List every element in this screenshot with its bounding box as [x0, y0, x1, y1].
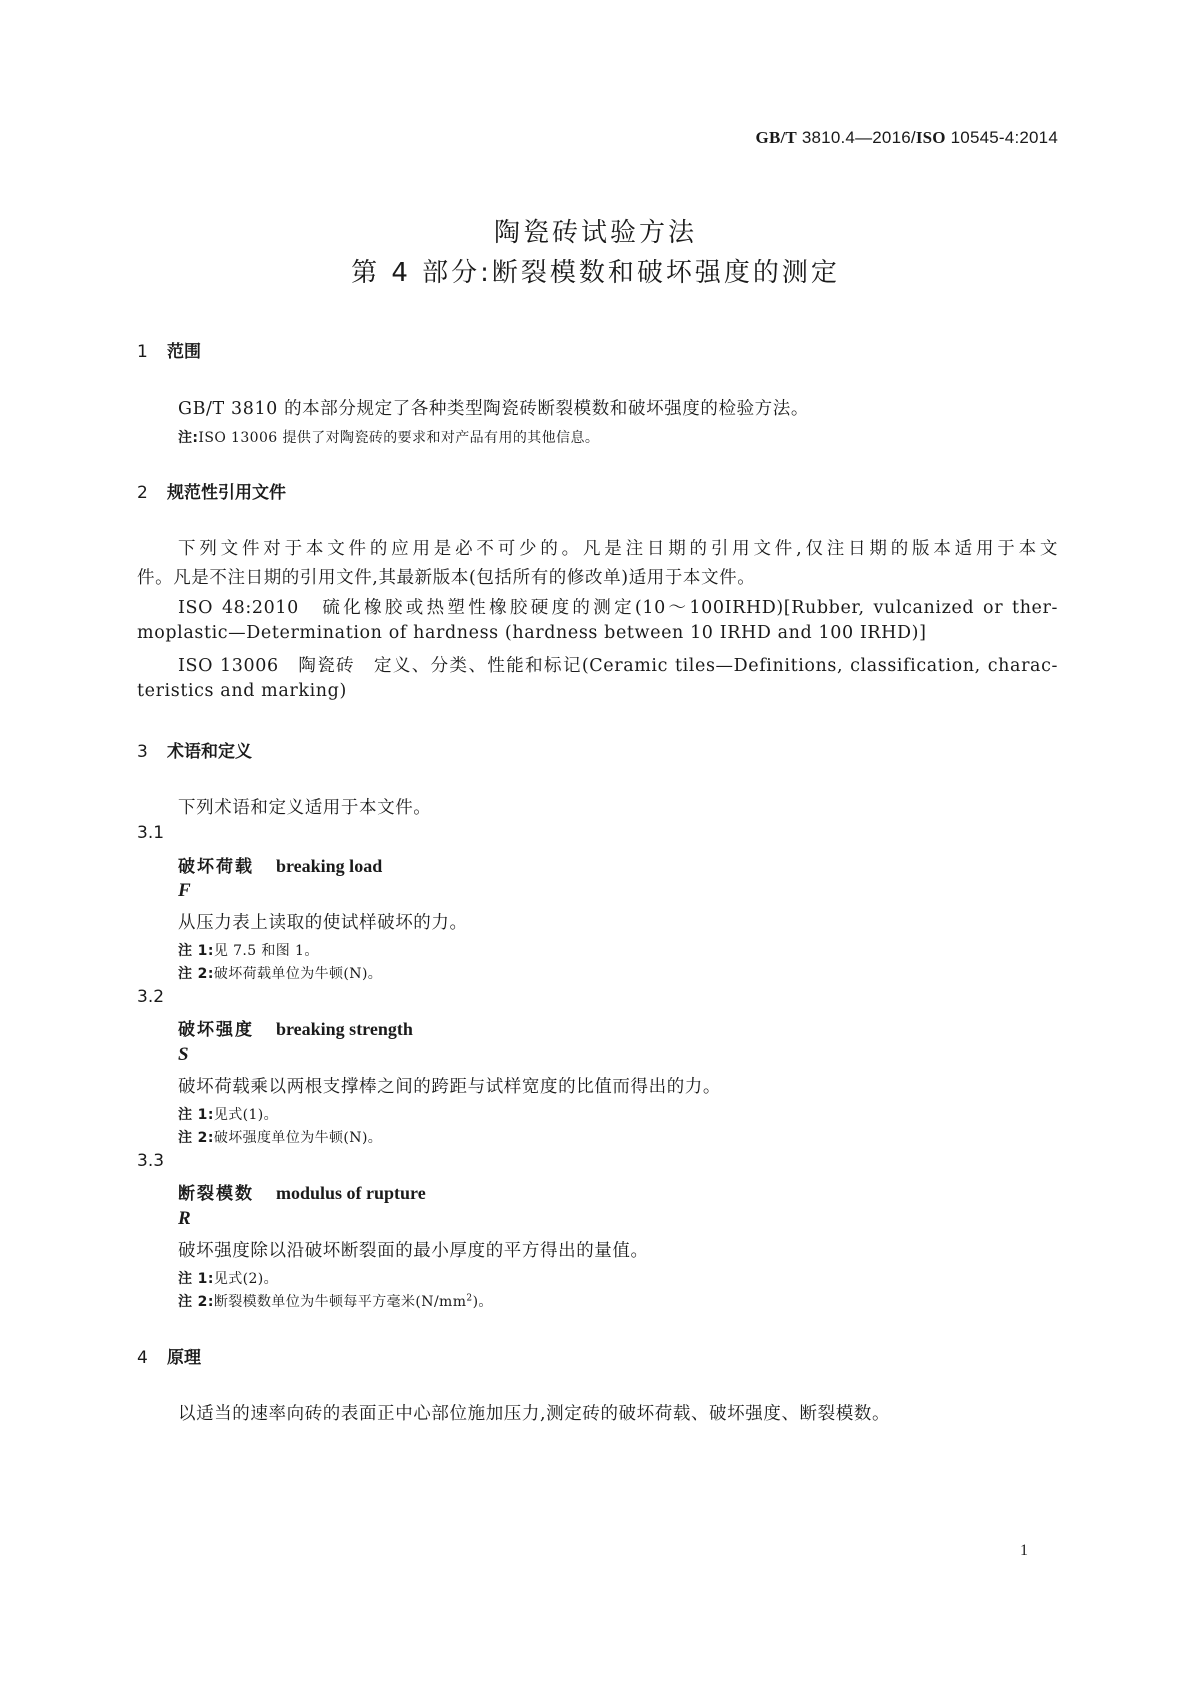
term-3-1-note-2: 注 2:破坏荷载单位为牛顿(N)。 — [178, 966, 383, 982]
term-3-3-name: 断裂模数 modulus of rupture — [178, 1183, 426, 1204]
section-1-paragraph: GB/T 3810 的本部分规定了各种类型陶瓷砖断裂模数和破坏强度的检验方法。 — [178, 399, 809, 419]
section-3-intro: 下列术语和定义适用于本文件。 — [178, 798, 432, 818]
term-3-3-symbol: R — [178, 1208, 191, 1229]
term-3-3-number: 3.3 — [137, 1151, 165, 1171]
section-2-heading: 2 规范性引用文件 — [137, 483, 286, 503]
term-3-1-symbol: F — [178, 880, 191, 901]
term-3-1-note-1: 注 1:见 7.5 和图 1。 — [178, 943, 319, 959]
reference-iso-13006-line2: teristics and marking) — [137, 681, 347, 701]
term-3-1-name: 破坏荷载 breaking load — [178, 856, 383, 877]
document-title-line1: 陶瓷砖试验方法 — [493, 218, 697, 248]
term-3-1-definition: 从压力表上读取的使试样破坏的力。 — [178, 913, 468, 933]
section-1-heading: 1 范围 — [137, 342, 201, 362]
term-3-2-symbol: S — [178, 1044, 189, 1065]
section-4-heading: 4 原理 — [137, 1348, 201, 1368]
section-4-paragraph: 以适当的速率向砖的表面正中心部位施加压力,测定砖的破坏荷载、破坏强度、断裂模数。 — [178, 1404, 891, 1424]
reference-iso-13006-line1: ISO 13006 陶瓷砖 定义、分类、性能和标记(Ceramic tiles—Definitions, classification, charac- — [178, 656, 1058, 676]
section-1-note: 注:ISO 13006 提供了对陶瓷砖的要求和对产品有用的其他信息。 — [178, 430, 600, 446]
term-3-2-number: 3.2 — [137, 987, 165, 1007]
term-3-2-definition: 破坏荷载乘以两根支撑棒之间的跨距与试样宽度的比值而得出的力。 — [178, 1077, 721, 1097]
term-3-3-note-1: 注 1:见式(2)。 — [178, 1271, 279, 1287]
standard-number-header: GB/T 3810.4—2016/ISO 10545-4:2014 — [755, 128, 1058, 147]
document-title-line2: 第 4 部分:断裂模数和破坏强度的测定 — [351, 258, 840, 288]
term-3-2-note-2: 注 2:破坏强度单位为牛顿(N)。 — [178, 1130, 383, 1146]
term-3-1-number: 3.1 — [137, 823, 165, 843]
term-3-2-note-1: 注 1:见式(1)。 — [178, 1107, 279, 1123]
section-2-paragraph-line1: 下列文件对于本文件的应用是必不可少的。凡是注日期的引用文件,仅注日期的版本适用于本文 — [178, 539, 1058, 559]
term-3-3-note-2: 注 2:断裂模数单位为牛顿每平方毫米$(N/mm^2)$。 — [178, 1293, 493, 1310]
section-2-paragraph-line2: 件。凡是不注日期的引用文件,其最新版本(包括所有的修改单)适用于本文件。 — [137, 568, 756, 588]
reference-iso-48-line2: moplastic—Determination of hardness (hardness between 10 IRHD and 100 IRHD)] — [137, 623, 927, 643]
reference-iso-48-line1: ISO 48:2010 硫化橡胶或热塑性橡胶硬度的测定(10～100IRHD)[Rubber, vulcanized or ther- — [178, 598, 1058, 618]
term-3-3-definition: 破坏强度除以沿破坏断裂面的最小厚度的平方得出的量值。 — [178, 1241, 649, 1261]
section-3-heading: 3 术语和定义 — [137, 742, 252, 762]
term-3-2-name: 破坏强度 breaking strength — [178, 1019, 413, 1040]
page-number: 1 — [1020, 1542, 1028, 1559]
